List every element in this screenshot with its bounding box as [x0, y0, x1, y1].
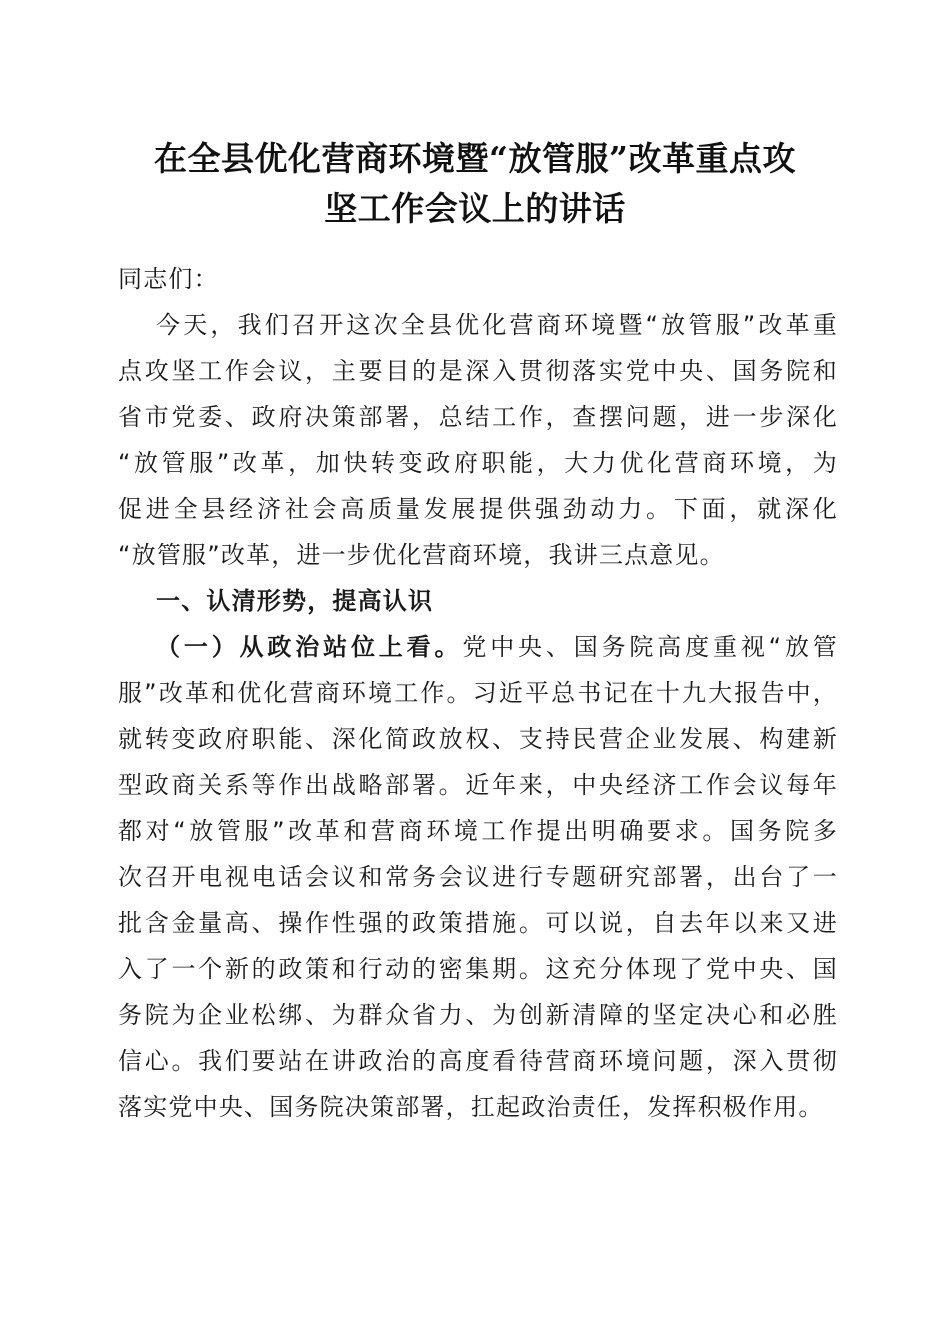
subsection-1-line-3: 就转变政府职能、深化简政放权、支持民营企业发展、构建新: [118, 725, 838, 753]
subsection-1-line-7: 批含金量高、操作性强的政策措施。可以说，自去年以来又进: [118, 909, 838, 937]
subsection-1-line-6: 次召开电视电话会议和常务会议进行专题研究部署，出台了一: [118, 863, 838, 891]
subsection-1-line-11: 落实党中央、国务院决策部署，扛起政治责任，发挥积极作用。: [118, 1093, 824, 1121]
subsection-1-paragraph: [118, 624, 838, 1130]
salutation: 同志们：: [118, 265, 219, 293]
title-line-2: 坚工作会议上的讲话: [324, 189, 626, 228]
intro-line-6: “放管服”改革，进一步优化营商环境，我讲三点意见。: [118, 541, 725, 569]
subsection-1-line-9: 务院为企业松绑、为群众省力、为创新清障的坚定决心和必胜: [118, 1001, 838, 1029]
subsection-1-first-rest: 党中央、国务院高度重视“放管: [462, 633, 839, 661]
intro-line-2: 点攻坚工作会议，主要目的是深入贯彻落实党中央、国务院和: [118, 357, 838, 385]
subsection-1-line-2: 服”改革和优化营商环境工作。习近平总书记在十九大报告中，: [118, 679, 838, 707]
intro-paragraph: [118, 302, 838, 578]
intro-line-1: 今天，我们召开这次全县优化营商环境暨“放管服”改革重: [156, 311, 838, 339]
subsection-1-lead: （一）从政治站位上看。: [156, 633, 463, 661]
section-heading-1: 一、认清形势，提高认识: [156, 587, 434, 615]
title-line-1: 在全县优化营商环境暨“放管服”改革重点攻: [154, 139, 796, 178]
document-title: [110, 134, 840, 234]
document-body: [118, 256, 838, 1130]
intro-line-3: 省市党委、政府决策部署，总结工作，查摆问题，进一步深化: [118, 403, 838, 431]
subsection-1-line-4: 型政商关系等作出战略部署。近年来，中央经济工作会议每年: [118, 771, 838, 799]
subsection-1-line-10: 信心。我们要站在讲政治的高度看待营商环境问题，深入贯彻: [118, 1047, 838, 1075]
intro-line-5: 促进全县经济社会高质量发展提供强劲动力。下面，就深化: [118, 495, 838, 523]
subsection-1-line-1: [118, 624, 838, 670]
subsection-1-line-5: 都对“放管服”改革和营商环境工作提出明确要求。国务院多: [118, 817, 838, 845]
subsection-1-line-8: 入了一个新的政策和行动的密集期。这充分体现了党中央、国: [118, 955, 838, 983]
intro-line-4: “放管服”改革，加快转变政府职能，大力优化营商环境，为: [118, 449, 838, 477]
